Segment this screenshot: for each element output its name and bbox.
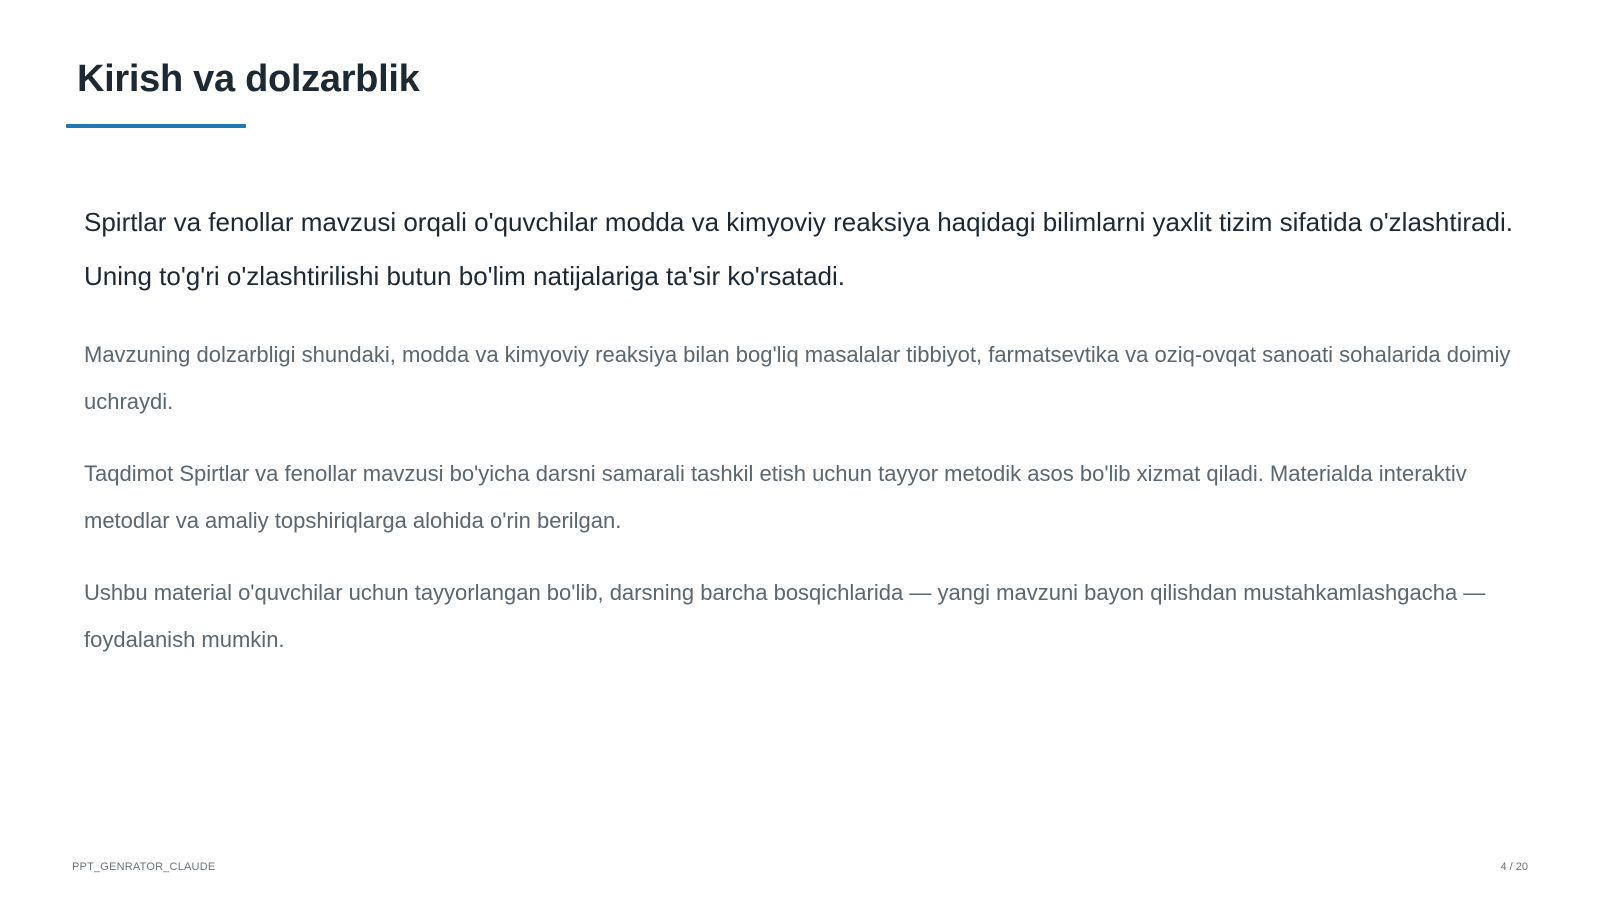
body-paragraph-usage: Ushbu material o'quvchilar uchun tayyorlangan bo'lib, darsning barcha bosqichlarida — yangi mavzuni bayon qilishdan mustahkamlashgacha — foydalanish mumkin. — [84, 580, 1486, 652]
body-paragraph-method: Taqdimot Spirtlar va fenollar mavzusi bo'yicha darsni samarali tashkil etish uchun tayyor metodik asos bo'lib xizmat qiladi. Materialda interaktiv metodlar va amaliy topshiriqlarga alohida o'rin berilgan. — [84, 461, 1467, 533]
slide-content — [84, 195, 1524, 688]
footer-source: PPT_GENRATOR_CLAUDE — [72, 861, 216, 873]
lead-paragraph: Spirtlar va fenollar mavzusi orqali o'quvchilar modda va kimyoviy reaksiya haqidagi bilimlarni yaxlit tizim sifatida o'zlashtiradi. Uning to'g'ri o'zlashtirilishi butun bo'lim natijalariga ta'sir ko'rsatadi. — [84, 207, 1513, 291]
body-paragraph-relevance: Mavzuning dolzarbligi shundaki, modda va kimyoviy reaksiya bilan bog'liq masalalar tibbiyot, farmatsevtika va oziq-ovqat sanoati sohalarida doimiy uchraydi. — [84, 342, 1511, 414]
slide-title: Kirish va dolzarblik — [77, 58, 420, 100]
title-underline — [66, 124, 246, 128]
page-number: 4 / 20 — [1500, 861, 1528, 873]
